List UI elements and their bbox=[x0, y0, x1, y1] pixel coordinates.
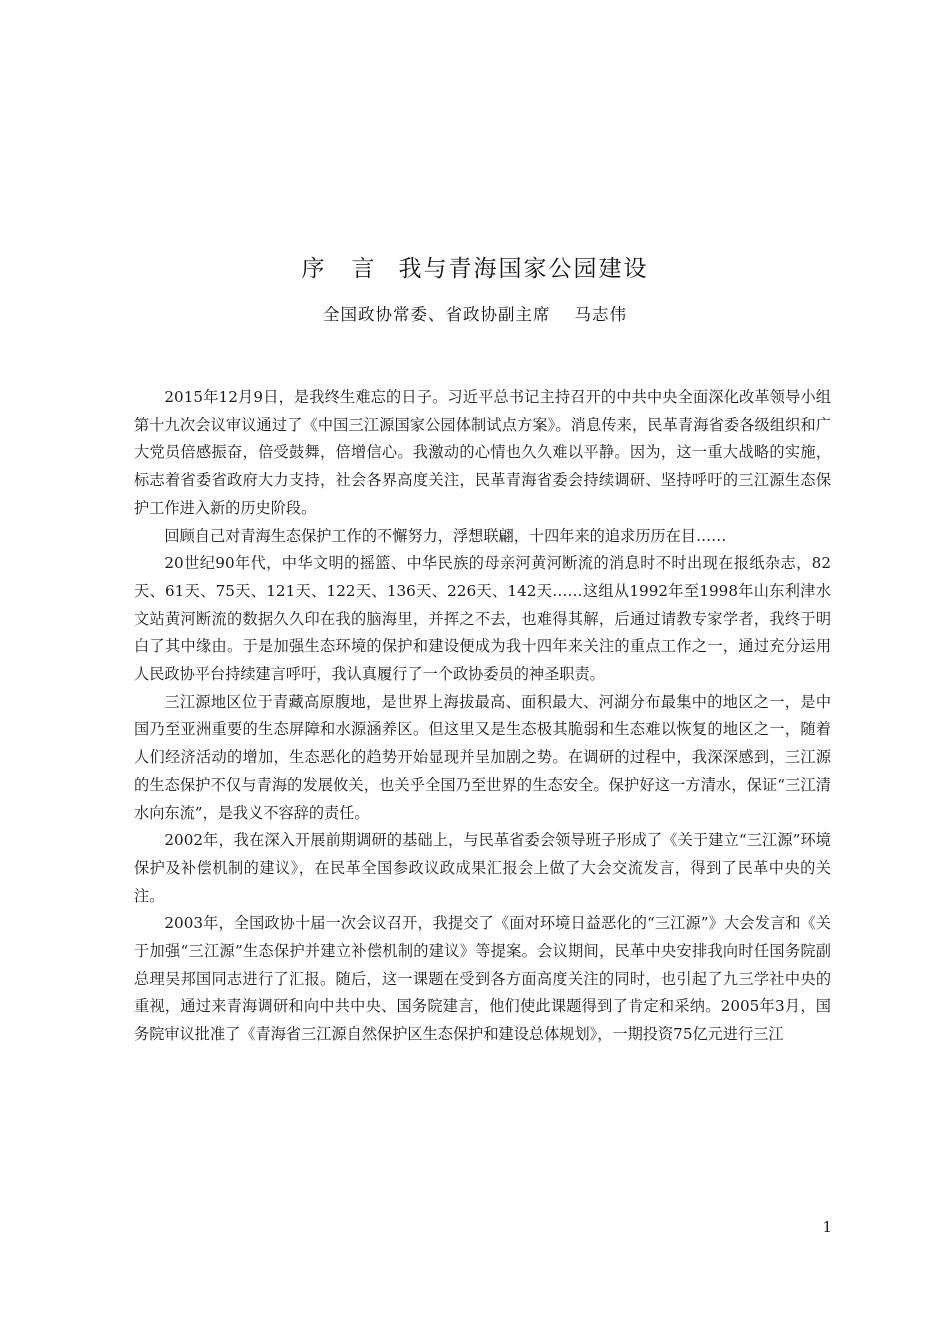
paragraph: 三江源地区位于青藏高原腹地，是世界上海拔最高、面积最大、河湖分布最集中的地区之一，是中国乃至亚洲重要的生态屏障和水源涵养区。但这里又是生态极其脆弱和生态难以恢复的地区之一，随着人们经济活动的增加，生态恶化的趋势开始显现并呈加剧之势。在调研的过程中，我深深感到，三江源的生态保护不仅与青海的发展攸关，也关乎全国乃至世界的生态安全。保护好这一方清水，保证“三江清水向东流”，是我义不容辞的责任。 bbox=[134, 692, 831, 822]
paragraph: 2002年，我在深入开展前期调研的基础上，与民革省委会领导班子形成了《关于建立“三江源”环境保护及补偿机制的建议》，在民革全国参政议政成果汇报会上做了大会交流发言，得到了民革中央的关注。 bbox=[134, 831, 831, 905]
page-number: 1 bbox=[822, 1218, 832, 1236]
paragraph: 2003年，全国政协十届一次会议召开，我提交了《面对环境日益恶化的“三江源”》大会发言和《关于加强“三江源”生态保护并建立补偿机制的建议》等提案。会议期间，民革中央安排我向时任国务院副总理吴邦国同志进行了汇报。随后，这一课题在受到各方面高度关注的同时，也引起了九三学社中央的重视，通过来青海调研和向中共中央、国务院建言，他们使此课题得到了肯定和采纳。2005年3月，国务院审议批准了《青海省三江源自然保护区生态保护和建设总体规划》，一期投资75亿元进行三江 bbox=[134, 914, 831, 1044]
title-preface: 序 言 bbox=[301, 256, 377, 282]
author-role: 全国政协常委、省政协副主席 bbox=[323, 305, 551, 324]
author-name: 马志伟 bbox=[574, 305, 627, 324]
document-body bbox=[134, 384, 831, 1049]
paragraph: 2015年12月9日，是我终生难忘的日子。习近平总书记主持召开的中共中央全面深化改革领导小组第十九次会议审议通过了《中国三江源国家公园体制试点方案》。消息传来，民革青海省委各级组织和广大党员倍感振奋，倍受鼓舞，倍增信心。我激动的心情也久久难以平静。因为，这一重大战略的实施，标志着省委省政府大力支持，社会各界高度关注，民革青海省委会持续调研、坚持呼吁的三江源生态保护工作进入新的历史阶段。 bbox=[134, 388, 831, 517]
document-title bbox=[0, 250, 950, 283]
paragraph: 回顾自己对青海生态保护工作的不懈努力，浮想联翩，十四年来的追求历历在目…… bbox=[164, 526, 727, 545]
paragraph: 20世纪90年代，中华文明的摇篮、中华民族的母亲河黄河断流的消息时不时出现在报纸杂志，82天、61天、75天、121天、122天、136天、226天、142天……这组从1992年至1998年山东利津水文站黄河断流的数据久久印在我的脑海里，并挥之不去，也难得其解，后通过请教专家学者，我终于明白了其中缘由。于是加强生态环境的保护和建设便成为我十四年来关注的重点工作之一，通过充分运用人民政协平台持续建言呼吁，我认真履行了一个政协委员的神圣职责。 bbox=[134, 554, 831, 684]
author-line bbox=[0, 301, 950, 325]
title-main: 我与青海国家公园建设 bbox=[398, 256, 649, 282]
